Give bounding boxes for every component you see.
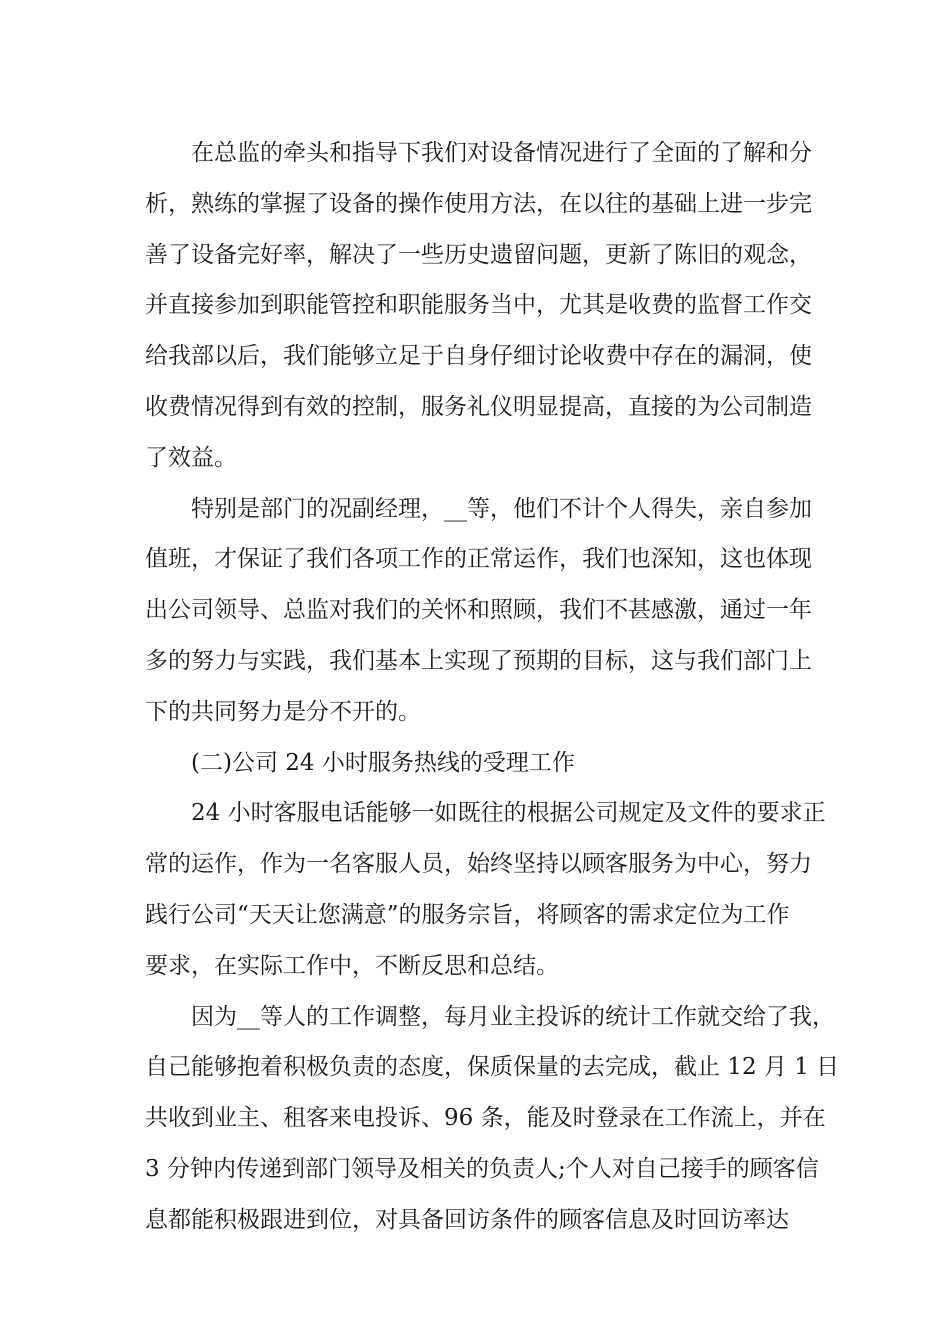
paragraph-line: 息都能积极跟进到位，对具备回访条件的顾客信息及时回访率达 xyxy=(145,1206,789,1233)
paragraph-line: 善了设备完好率，解决了一些历史遗留问题，更新了陈旧的观念， xyxy=(145,241,812,268)
paragraph-line: 了效益。 xyxy=(145,444,237,471)
paragraph-line: 收费情况得到有效的控制，服务礼仪明显提高，直接的为公司制造 xyxy=(145,393,812,420)
paragraph-line: 出公司领导、总监对我们的关怀和照顾，我们不甚感激，通过一年 xyxy=(145,597,812,624)
paragraph-line: 24 小时客服电话能够一如既往的根据公司规定及文件的要求正 xyxy=(191,800,826,827)
section-heading: (二)公司 24 小时服务热线的受理工作 xyxy=(191,749,575,776)
paragraph-line: 因为__等人的工作调整，每月业主投诉的统计工作就交给了我， xyxy=(191,1003,835,1030)
paragraph-line: 下的共同努力是分不开的。 xyxy=(145,698,421,725)
paragraph-line: 践行公司“天天让您满意”的服务宗旨，将顾客的需求定位为工作 xyxy=(145,901,790,928)
body-text xyxy=(145,128,845,1246)
paragraph-line: 值班，才保证了我们各项工作的正常运作，我们也深知，这也体现 xyxy=(145,546,812,573)
paragraph-line: 要求，在实际工作中，不断反思和总结。 xyxy=(145,952,559,979)
paragraph-line: 多的努力与实践，我们基本上实现了预期的目标，这与我们部门上 xyxy=(145,647,812,674)
paragraph-line: 在总监的牵头和指导下我们对设备情况进行了全面的了解和分 xyxy=(191,140,812,166)
paragraph-line: 共收到业主、租客来电投诉、96 条，能及时登录在工作流上，并在 xyxy=(145,1105,826,1132)
paragraph-line: 3 分钟内传递到部门领导及相关的负责人;个人对自己接手的顾客信 xyxy=(145,1155,819,1182)
paragraph-line: 特别是部门的况副经理，__等，他们不计个人得失，亲自参加 xyxy=(191,495,812,522)
paragraph-line: 自己能够抱着积极负责的态度，保质保量的去完成，截止 12 月 1 日 xyxy=(145,1054,840,1081)
paragraph-line: 常的运作，作为一名客服人员，始终坚持以顾客服务为中心，努力 xyxy=(145,851,812,878)
paragraph-line: 并直接参加到职能管控和职能服务当中，尤其是收费的监督工作交 xyxy=(145,292,812,319)
paragraph-line: 给我部以后，我们能够立足于自身仔细讨论收费中存在的漏洞，使 xyxy=(145,343,812,370)
paragraph-line: 析，熟练的掌握了设备的操作使用方法，在以往的基础上进一步完 xyxy=(145,190,812,217)
